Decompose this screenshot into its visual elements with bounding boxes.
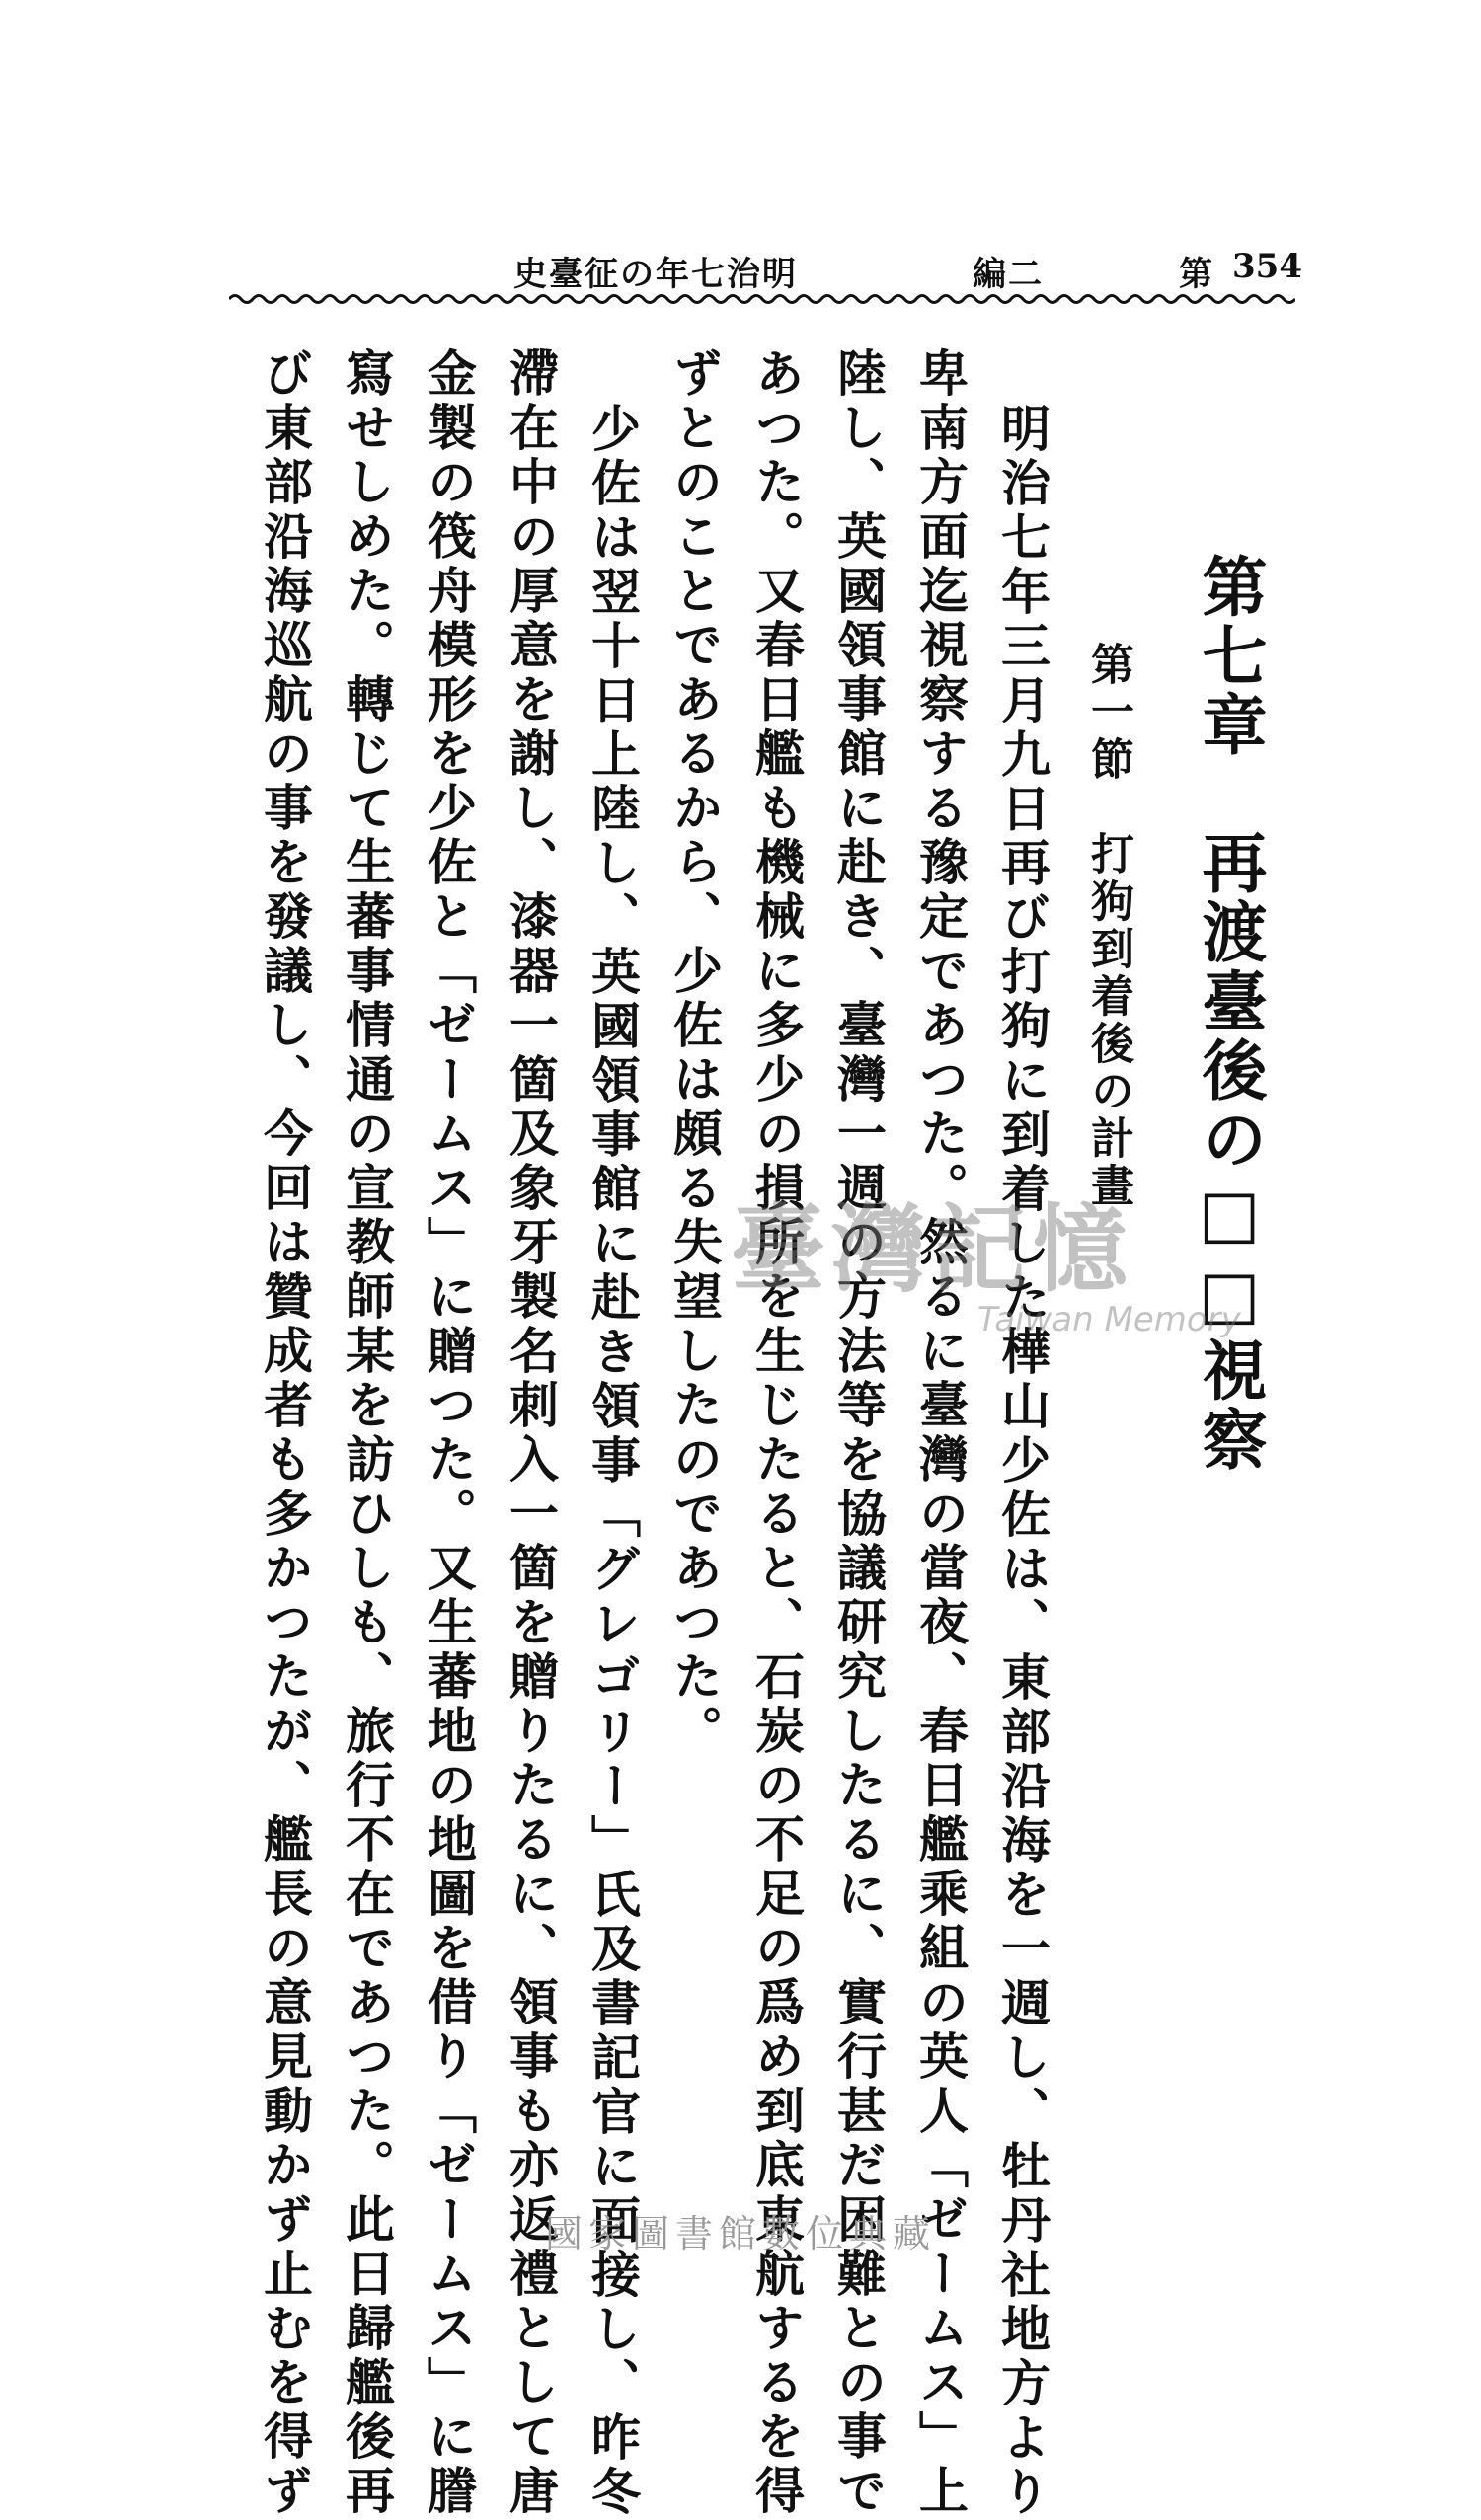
- section-heading: 第一節 打狗到着後の計畫: [1083, 642, 1133, 1210]
- running-header: [0, 0, 1481, 296]
- text-column: 金製の筏舟模形を少佐と「ゼームス」に贈つた。又生蕃地の地圖を借り「ゼームス」に謄: [420, 347, 478, 2519]
- watermark: [731, 1175, 1241, 1339]
- running-header-title: [513, 247, 1293, 295]
- text-column: 陸し、英國領事館に赴き、臺灣一週の方法等を協議研究したるに、實行甚だ困難との事で: [829, 347, 888, 2519]
- text-column: ずとのことであるから、少佐は頗る失望したのであつた。: [665, 347, 724, 1759]
- text-column: び東部沿海巡航の事を發議し、今回は贊成者も多かつたが、艦長の意見動かず止むを得ず: [256, 347, 314, 2519]
- watermark-english: Taiwan Memory: [977, 1300, 1241, 1339]
- text-column: 明治七年三月九日再び打狗に到着した樺山少佐は、東部沿海を一週し、牡丹社地方より: [993, 403, 1052, 2520]
- page-number: 354: [1232, 247, 1302, 286]
- header-divider-wavy: [229, 290, 1295, 308]
- text-column: 寫せしめた。轉じて生蕃事情通の宣教師某を訪ひしも、旅行不在であつた。此日歸艦後再: [338, 347, 396, 2519]
- footer-credit: 國家圖書館數位典藏: [544, 2212, 936, 2255]
- text-column: 滯在中の厚意を謝し、漆器一箇及象牙製名刺入一箇を贈りたるに、領事も亦返禮として唐: [502, 347, 560, 2519]
- running-header-title-part: 第: [1179, 255, 1214, 294]
- text-column: あつた。又春日艦も機械に多少の損所を生じたると、石炭の不足の爲め到底東航するを得: [747, 347, 806, 2519]
- running-header-title-part: 編二: [973, 255, 1044, 294]
- chapter-heading: 第七章 再渡臺後の□□視察: [1191, 553, 1268, 1475]
- text-column: 少佐は翌十日上陸し、英國領事館に赴き領事「グレゴリー」氏及書記官に面接し、昨冬: [584, 403, 642, 2520]
- running-header-title-part: 史臺征の年七治明: [513, 255, 798, 294]
- text-column: 卑南方面迄視察する豫定であつた。然るに臺灣の當夜、春日艦乘組の英人「ゼームス」上: [911, 347, 970, 2519]
- watermark-chinese: 臺灣記憶: [731, 1194, 1133, 1305]
